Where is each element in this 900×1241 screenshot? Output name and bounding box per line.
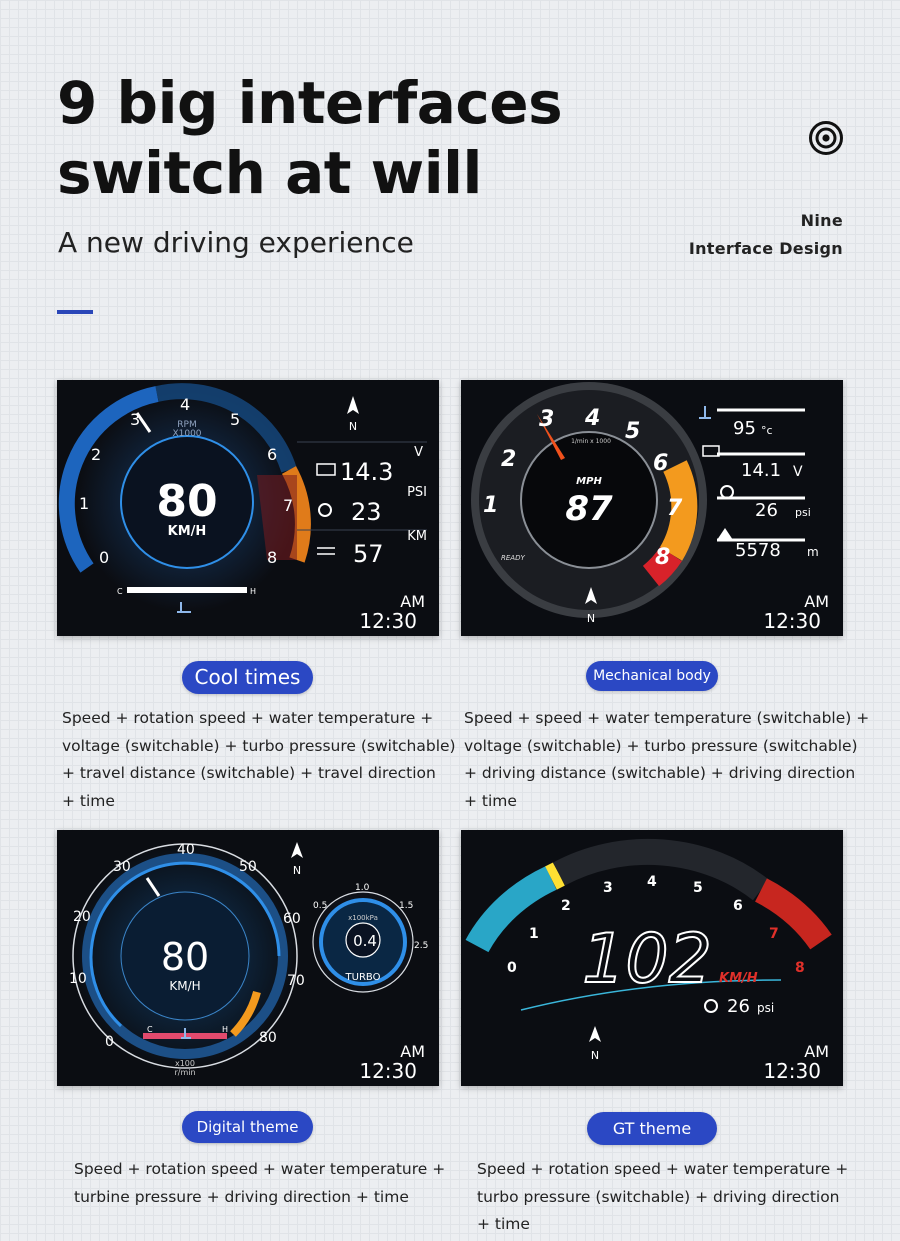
temp-low-label: C [117, 587, 123, 596]
am-pm-label: AM [804, 592, 829, 611]
turbo-unit: PSI [407, 485, 427, 500]
side-label [689, 207, 843, 263]
clock-time: 12:30 [763, 1059, 821, 1083]
rpm-tick-2: 2 [91, 445, 102, 464]
turbo-value: 26 [727, 996, 750, 1017]
rpm-band-dark [559, 852, 761, 890]
altitude-unit: m [807, 545, 819, 559]
turbo-tick: 2.5 [414, 941, 429, 951]
headline [57, 68, 562, 208]
turbo-value: 0.4 [353, 932, 377, 950]
description-line: voltage (switchable) + turbo pressure (switchable) [62, 736, 456, 755]
turbo-tick: 1.5 [399, 901, 414, 911]
battery-icon [703, 446, 719, 456]
tab-cool-times[interactable]: Cool times [182, 661, 313, 694]
rpm-tick-2: 2 [561, 898, 571, 914]
turbo-icon [705, 1000, 717, 1012]
coolant-unit: °c [761, 424, 773, 437]
side-label-line-2: Interface Design [688, 239, 843, 258]
screen-gt-theme [461, 830, 843, 1086]
distance-value: 57 [353, 540, 384, 568]
speed-unit: KM/H [169, 979, 201, 993]
screen-mechanical-body [461, 380, 843, 636]
rpm-tick-5: 5 [625, 419, 641, 444]
speed-unit: KM/H [719, 971, 758, 986]
description-line: Speed + rotation speed + water temperature + [74, 1160, 446, 1178]
rpm-label: RPM [177, 420, 197, 430]
temp-low-label: C [147, 1025, 153, 1034]
subtitle: A new driving experience [58, 226, 414, 259]
rpm-multiplier: X1000 [172, 429, 202, 439]
rpm-tick-0: 0 [507, 960, 517, 976]
speed-tick-40: 40 [177, 842, 195, 858]
tab-gt-theme[interactable]: GT theme [587, 1112, 717, 1145]
battery-icon [317, 464, 335, 475]
rpm-band-yellow [551, 874, 559, 878]
rpm-unit-label: 1/min x 1000 [571, 438, 611, 445]
rpm-tick-7: 7 [283, 496, 294, 515]
rpm-tick-3: 3 [130, 410, 141, 429]
rpm-band-cyan [477, 878, 551, 946]
speed-tick-0: 0 [105, 1034, 114, 1050]
voltage-value: 14.3 [340, 458, 394, 486]
voltage-unit: V [414, 445, 423, 460]
turbo-unit: x100kPa [348, 914, 378, 922]
speed-tick-20: 20 [73, 909, 91, 925]
gt-theme-description [477, 1156, 848, 1239]
description-line: + time [477, 1215, 530, 1233]
ready-label: READY [501, 554, 525, 562]
rpm-tick-6: 6 [733, 898, 743, 914]
coolant-value: 95 [733, 418, 756, 439]
speed-value: 80 [160, 935, 210, 979]
clock-time: 12:30 [359, 1059, 417, 1083]
speed-value: 87 [565, 489, 613, 529]
speed-value: 102 [582, 920, 712, 999]
voltage-value: 14.1 [741, 460, 782, 481]
speed-tick-60: 60 [283, 911, 301, 927]
compass-label: N [586, 612, 596, 625]
description-line: + driving distance (switchable) + driving direction [464, 764, 856, 782]
clock-time: 12:30 [763, 609, 821, 633]
screen-cool-times [57, 380, 439, 636]
distance-unit: KM [407, 529, 427, 544]
description-line: turbine pressure + driving direction + time [74, 1187, 409, 1206]
mechanical-body-description [464, 705, 869, 815]
speed-tick-30: 30 [113, 859, 131, 875]
rpm-tick-5: 5 [693, 880, 703, 896]
description-line: + time [464, 791, 517, 810]
am-pm-label: AM [400, 1042, 425, 1061]
speed-unit: KM/H [167, 524, 207, 539]
temp-bar [127, 587, 247, 593]
rpm-tick-8: 8 [267, 548, 278, 567]
digital-theme-description [74, 1156, 445, 1211]
turbo-tick: 0.5 [313, 901, 328, 911]
temp-high-label: H [222, 1025, 229, 1034]
voltage-unit: V [793, 464, 803, 480]
screen-digital-theme [57, 830, 439, 1086]
speed-tick-70: 70 [287, 973, 305, 989]
headline-line-1: 9 big interfaces [57, 69, 563, 137]
turbo-unit: psi [795, 506, 811, 519]
description-line: voltage (switchable) + turbo pressure (switchable) [464, 736, 858, 755]
turbo-icon [319, 504, 331, 516]
compass-label: N [292, 864, 302, 877]
turbo-unit: psi [757, 1001, 775, 1015]
altitude-value: 5578 [735, 540, 781, 561]
rpm-tick-1: 1 [483, 493, 499, 518]
turbo-icon [721, 486, 733, 498]
side-label-line-1: Nine [800, 211, 843, 230]
cool-times-description [62, 705, 456, 815]
speed-tick-50: 50 [239, 859, 257, 875]
rpm-tick-6: 6 [267, 445, 278, 464]
rpm-unit: r/min [174, 1068, 196, 1077]
headline-line-2: switch at will [57, 139, 482, 207]
odometer-icon [317, 548, 335, 554]
tab-mechanical-body[interactable]: Mechanical body [586, 661, 718, 691]
rpm-tick-3: 3 [603, 880, 613, 896]
clock-time: 12:30 [359, 609, 417, 633]
rpm-tick-2: 2 [501, 447, 517, 472]
temp-high-label: H [250, 587, 257, 596]
rpm-multiplier: x100 [174, 1059, 196, 1068]
compass-label: N [348, 420, 358, 433]
rpm-tick-4: 4 [585, 406, 601, 431]
speed-tick-10: 10 [69, 971, 87, 987]
turbo-value: 23 [351, 498, 382, 526]
am-pm-label: AM [804, 1042, 829, 1061]
rpm-tick-8: 8 [795, 960, 805, 976]
compass-arrow-icon [347, 396, 359, 414]
compass-arrow-icon [291, 842, 303, 858]
rpm-tick-8: 8 [655, 545, 671, 570]
turbo-tick: 1.0 [355, 883, 370, 893]
rpm-tick-1: 1 [79, 494, 90, 513]
rpm-tick-0: 0 [99, 548, 110, 567]
coolant-icon [699, 406, 711, 418]
description-line: Speed + rotation speed + water temperature + [62, 709, 434, 727]
rpm-tick-4: 4 [647, 874, 657, 890]
description-line: Speed + rotation speed + water temperature + [477, 1160, 849, 1178]
rpm-tick-4: 4 [180, 395, 191, 414]
tab-digital-theme[interactable]: Digital theme [182, 1111, 313, 1143]
turbo-label: TURBO [345, 972, 381, 983]
rpm-tick-5: 5 [230, 410, 241, 429]
am-pm-label: AM [400, 592, 425, 611]
rpm-tick-7: 7 [769, 926, 779, 942]
rpm-tick-6: 6 [653, 451, 669, 476]
accent-bar [57, 310, 93, 314]
rpm-tick-3: 3 [539, 407, 555, 432]
description-line: Speed + speed + water temperature (switchable) + [464, 709, 870, 727]
speed-value: 80 [156, 476, 218, 527]
turbo-value: 26 [755, 500, 778, 521]
compass-label: N [590, 1049, 600, 1062]
description-line: + travel distance (switchable) + travel direction [62, 764, 436, 782]
compass-arrow-icon [589, 1026, 601, 1042]
speed-unit: MPH [576, 476, 602, 487]
altitude-icon [717, 528, 733, 540]
target-icon [808, 120, 844, 156]
rpm-tick-1: 1 [529, 926, 539, 942]
description-line: turbo pressure (switchable) + driving direction [477, 1187, 840, 1206]
rpm-tick-7: 7 [667, 496, 683, 521]
speed-tick-80: 80 [259, 1030, 277, 1046]
description-line: + time [62, 791, 115, 810]
